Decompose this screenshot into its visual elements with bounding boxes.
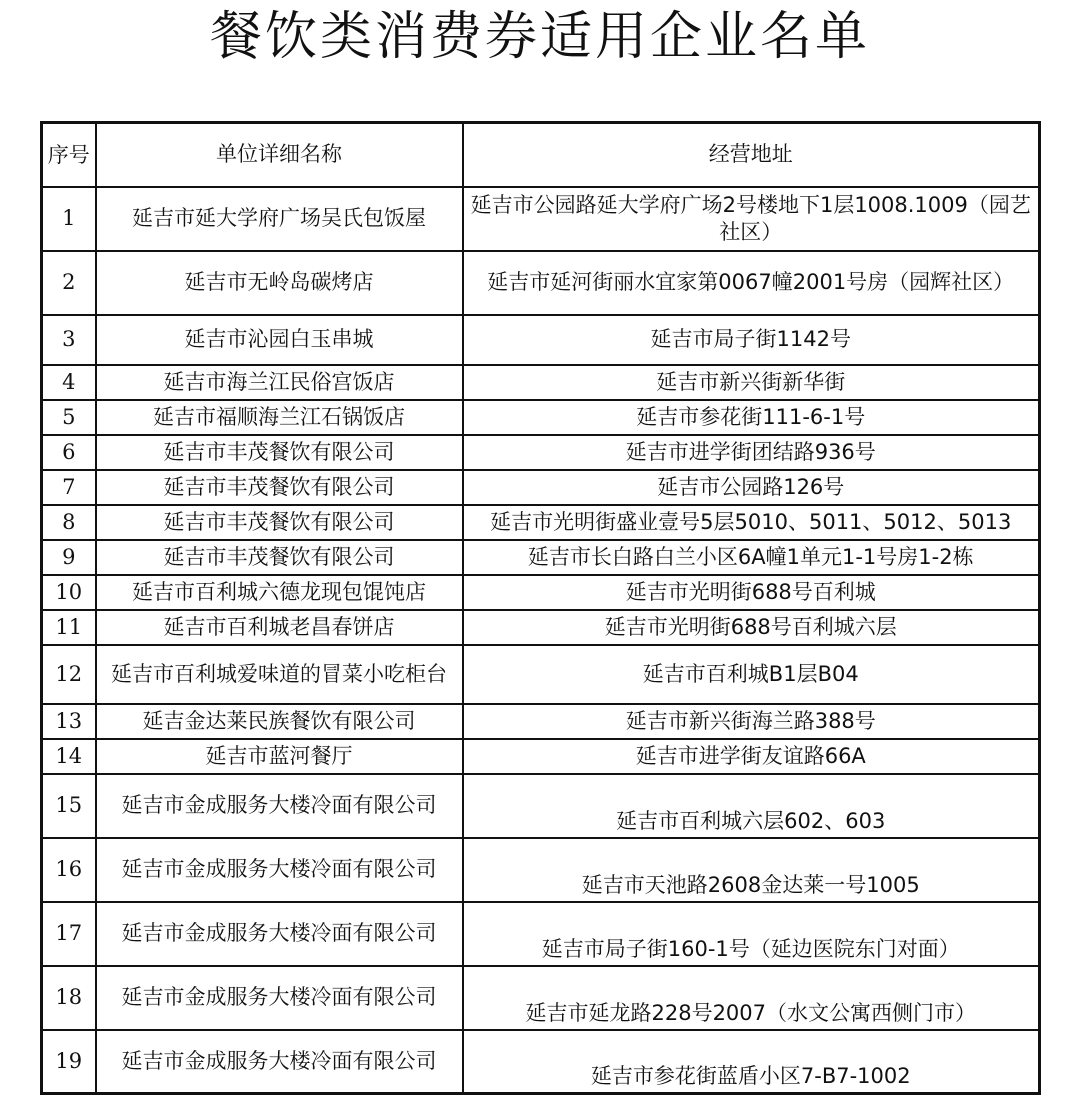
row-address: 延吉市百利城六层602、603 [463, 774, 1040, 838]
row-name: 延吉市延大学府广场吴氏包饭屋 [96, 187, 463, 251]
table-row [42, 610, 1040, 645]
row-name: 延吉市福顺海兰江石锅饭店 [96, 400, 463, 435]
row-name: 延吉市百利城六德龙现包馄饨店 [96, 575, 463, 610]
row-name: 延吉市金成服务大楼冷面有限公司 [96, 966, 463, 1030]
table-row [42, 774, 1040, 838]
row-index: 12 [42, 645, 96, 704]
table-row [42, 505, 1040, 540]
row-index: 8 [42, 505, 96, 540]
row-name: 延吉市金成服务大楼冷面有限公司 [96, 838, 463, 902]
table-row [42, 540, 1040, 575]
header-index: 序号 [42, 123, 96, 187]
table-row [42, 435, 1040, 470]
enterprise-table [40, 121, 1041, 1095]
row-index: 7 [42, 470, 96, 505]
table-header-row [42, 123, 1040, 187]
row-index: 6 [42, 435, 96, 470]
row-name: 延吉市金成服务大楼冷面有限公司 [96, 902, 463, 966]
row-index: 11 [42, 610, 96, 645]
row-name: 延吉市百利城老昌春饼店 [96, 610, 463, 645]
row-address: 延吉市延龙路228号2007（水文公寓西侧门市） [463, 966, 1040, 1030]
table-row [42, 315, 1040, 365]
row-address: 延吉市局子街160-1号（延边医院东门对面） [463, 902, 1040, 966]
header-name: 单位详细名称 [96, 123, 463, 187]
row-index: 4 [42, 365, 96, 400]
row-index: 2 [42, 251, 96, 315]
row-index: 10 [42, 575, 96, 610]
table-row [42, 704, 1040, 739]
row-index: 15 [42, 774, 96, 838]
row-index: 18 [42, 966, 96, 1030]
row-address: 延吉市长白路白兰小区6A幢1单元1-1号房1-2栋 [463, 540, 1040, 575]
row-index: 17 [42, 902, 96, 966]
row-address: 延吉市参花街蓝盾小区7-B7-1002 [463, 1030, 1040, 1094]
row-address: 延吉市进学街友谊路66A [463, 739, 1040, 774]
row-name: 延吉市丰茂餐饮有限公司 [96, 540, 463, 575]
row-name: 延吉市沁园白玉串城 [96, 315, 463, 365]
row-address: 延吉市百利城B1层B04 [463, 645, 1040, 704]
row-address: 延吉市进学街团结路936号 [463, 435, 1040, 470]
row-address: 延吉市光明街688号百利城 [463, 575, 1040, 610]
row-index: 5 [42, 400, 96, 435]
table-row [42, 575, 1040, 610]
row-name: 延吉市百利城爱味道的冒菜小吃柜台 [96, 645, 463, 704]
row-name: 延吉市金成服务大楼冷面有限公司 [96, 774, 463, 838]
row-index: 1 [42, 187, 96, 251]
table-row [42, 966, 1040, 1030]
row-name: 延吉市蓝河餐厅 [96, 739, 463, 774]
row-address: 延吉市延河街丽水宜家第0067幢2001号房（园辉社区） [463, 251, 1040, 315]
row-address: 延吉市天池路2608金达莱一号1005 [463, 838, 1040, 902]
row-name: 延吉市丰茂餐饮有限公司 [96, 505, 463, 540]
table-row [42, 187, 1040, 251]
table-row [42, 400, 1040, 435]
table-row [42, 739, 1040, 774]
row-name: 延吉市丰茂餐饮有限公司 [96, 470, 463, 505]
row-name: 延吉市丰茂餐饮有限公司 [96, 435, 463, 470]
row-index: 9 [42, 540, 96, 575]
row-address: 延吉市局子街1142号 [463, 315, 1040, 365]
row-address: 延吉市光明街盛业壹号5层5010、5011、5012、5013 [463, 505, 1040, 540]
table-row [42, 251, 1040, 315]
row-name: 延吉市金成服务大楼冷面有限公司 [96, 1030, 463, 1094]
row-address: 延吉市参花街111-6-1号 [463, 400, 1040, 435]
page-title: 餐饮类消费券适用企业名单 [209, 7, 870, 67]
row-address: 延吉市公园路126号 [463, 470, 1040, 505]
row-index: 16 [42, 838, 96, 902]
table-row [42, 838, 1040, 902]
table-row [42, 365, 1040, 400]
table-body [42, 123, 1040, 1094]
table-row [42, 470, 1040, 505]
row-address: 延吉市新兴街新华街 [463, 365, 1040, 400]
row-name: 延吉市海兰江民俗宫饭店 [96, 365, 463, 400]
table-row [42, 1030, 1040, 1094]
row-index: 19 [42, 1030, 96, 1094]
row-address: 延吉市光明街688号百利城六层 [463, 610, 1040, 645]
row-index: 13 [42, 704, 96, 739]
table-row [42, 902, 1040, 966]
row-index: 3 [42, 315, 96, 365]
header-address: 经营地址 [463, 123, 1040, 187]
row-name: 延吉市无岭岛碳烤店 [96, 251, 463, 315]
row-address: 延吉市公园路延大学府广场2号楼地下1层1008.1009（园艺社区） [463, 187, 1040, 251]
table-row [42, 645, 1040, 704]
row-address: 延吉市新兴街海兰路388号 [463, 704, 1040, 739]
row-index: 14 [42, 739, 96, 774]
row-name: 延吉金达莱民族餐饮有限公司 [96, 704, 463, 739]
